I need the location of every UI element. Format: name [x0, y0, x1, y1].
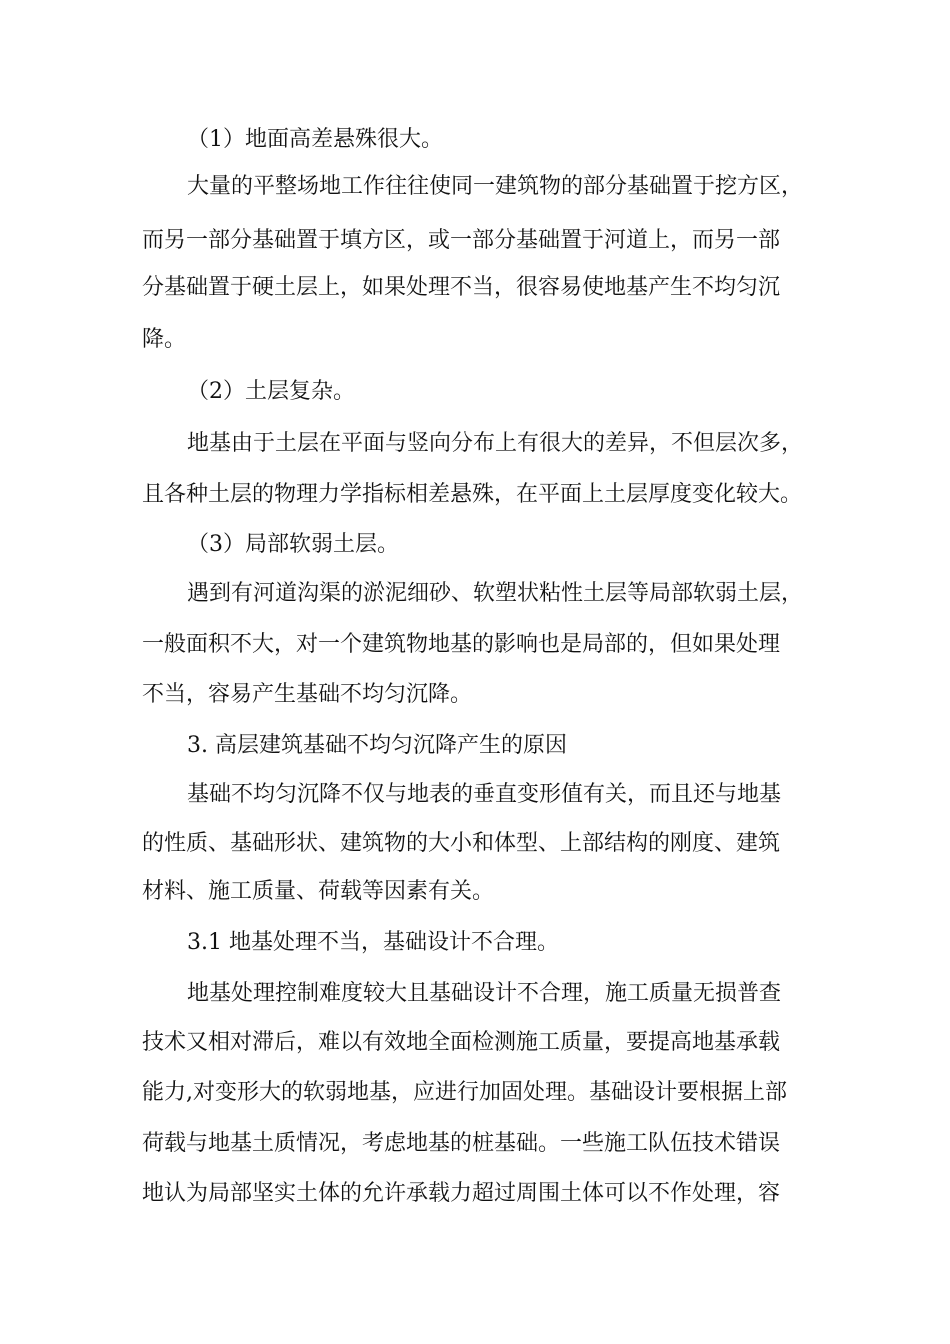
paragraph-line: 遇到有河道沟渠的淤泥细砂、软塑状粘性土层等局部软弱土层， [187, 581, 804, 606]
paragraph-line: 地认为局部坚实土体的允许承载力超过周围土体可以不作处理，容 [142, 1181, 781, 1206]
subsection-heading: 3.1 地基处理不当，基础设计不合理。 [187, 930, 559, 955]
paragraph-line: 大量的平整场地工作往往使同一建筑物的部分基础置于挖方区， [187, 174, 804, 199]
paragraph-line: 荷载与地基土质情况，考虑地基的桩基础。一些施工队伍技术错误 [142, 1131, 781, 1156]
paragraph-line: 地基处理控制难度较大且基础设计不合理，施工质量无损普查 [187, 981, 782, 1006]
paragraph-line: 不当，容易产生基础不均匀沉降。 [142, 682, 473, 707]
heading-1: （1）地面高差悬殊很大。 [187, 127, 443, 152]
paragraph-line: 且各种土层的物理力学指标相差悬殊，在平面上土层厚度变化较大。 [142, 482, 803, 507]
paragraph-line: 材料、施工质量、荷载等因素有关。 [142, 879, 495, 904]
heading-3: （3）局部软弱土层。 [187, 532, 399, 557]
paragraph-line: 能力,对变形大的软弱地基，应进行加固处理。基础设计要根据上部 [142, 1080, 787, 1105]
paragraph-line: 分基础置于硬土层上，如果处理不当，很容易使地基产生不均匀沉 [142, 275, 781, 300]
paragraph-line: 降。 [142, 327, 187, 352]
paragraph-line: 而另一部分基础置于填方区，或一部分基础置于河道上，而另一部 [142, 228, 781, 253]
paragraph-line: 一般面积不大，对一个建筑物地基的影响也是局部的，但如果处理 [142, 632, 781, 657]
heading-2: （2）土层复杂。 [187, 379, 355, 404]
paragraph-line: 技术又相对滞后，难以有效地全面检测施工质量，要提高地基承载 [142, 1030, 781, 1055]
paragraph-line: 基础不均匀沉降不仅与地表的垂直变形值有关，而且还与地基 [187, 782, 782, 807]
paragraph-line: 的性质、基础形状、建筑物的大小和体型、上部结构的刚度、建筑 [142, 831, 781, 856]
paragraph-line: 地基由于土层在平面与竖向分布上有很大的差异，不但层次多， [187, 431, 804, 456]
section-heading: 3. 高层建筑基础不均匀沉降产生的原因 [187, 733, 567, 758]
